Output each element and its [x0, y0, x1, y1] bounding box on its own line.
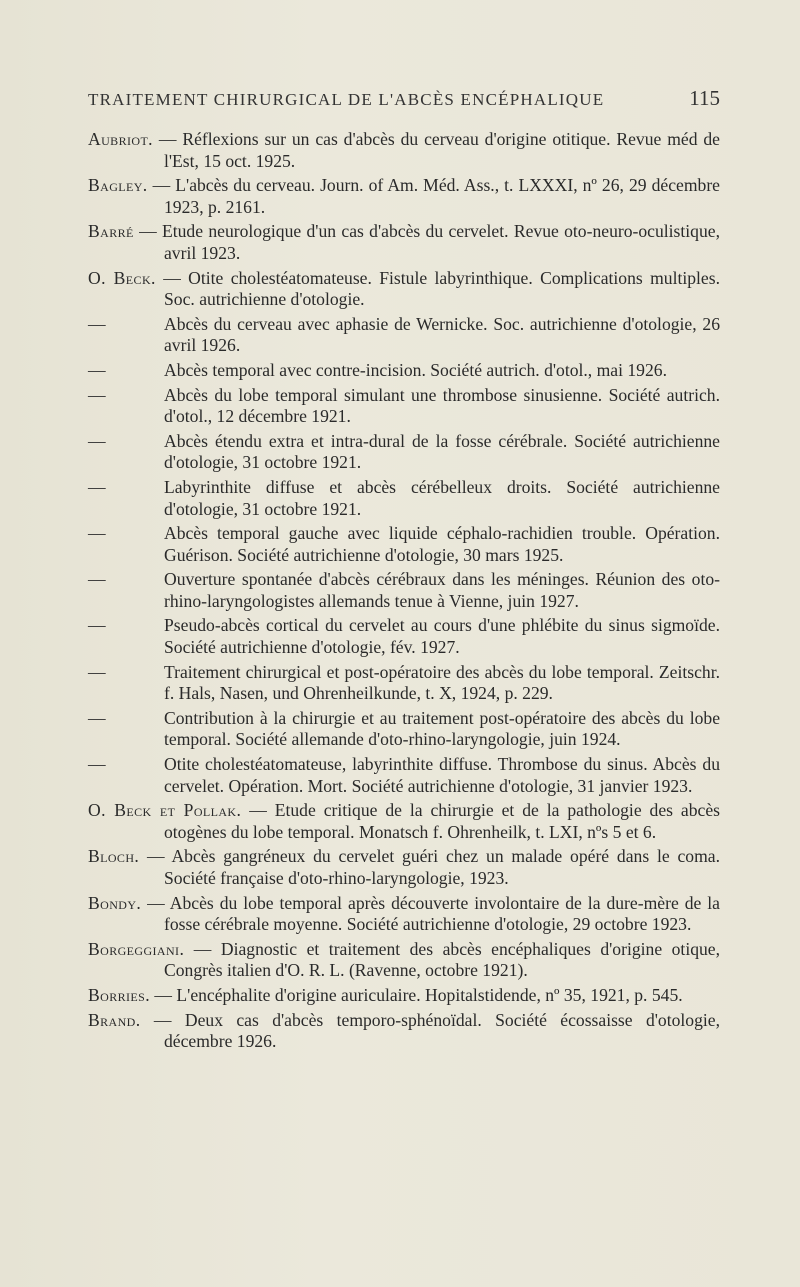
bibliography-entry — [88, 523, 720, 566]
bibliography-entry — [88, 800, 720, 843]
bibliography-entry — [88, 662, 720, 705]
bibliography-entry — [88, 268, 720, 311]
bibliography-entry — [88, 939, 720, 982]
entry-text: — Deux cas d'abcès temporo-sphénoïdal. Société écossaisse d'otologie, décembre 1926. — [153, 1009, 720, 1052]
ditto-dash: — — [88, 430, 106, 451]
entry-text: Abcès temporal avec contre-incision. Société autrich. d'otol., mai 1926. — [164, 359, 667, 380]
entry-text: — Abcès gangréneux du cervelet guéri chez un malade opéré dans le coma. Société française d'oto-rhino-laryngologie, 1923. — [147, 846, 721, 888]
ditto-dash: — — [88, 661, 106, 682]
entry-text: Abcès étendu extra et intra-dural de la fosse cérébrale. Société autrichienne d'otologie, 31 octobre 1921. — [164, 430, 720, 473]
running-title: TRAITEMENT CHIRURGICAL DE L'ABCÈS ENCÉPHALIQUE — [88, 90, 605, 109]
ditto-dash: — — [88, 313, 106, 334]
bibliography-entry — [88, 314, 720, 357]
entry-text: — Otite cholestéatomateuse. Fistule labyrinthique. Complications multiples. Soc. autrichienne d'otologie. — [163, 267, 720, 310]
entry-text: Abcès du cerveau avec aphasie de Wernicke. Soc. autrichienne d'otologie, 26 avril 1926. — [164, 313, 720, 356]
bibliography-list — [88, 129, 720, 1053]
entry-text: — Etude neurologique d'un cas d'abcès du cervelet. Revue oto-neuro-oculistique, avril 1923. — [139, 221, 720, 263]
bibliography-entry — [88, 385, 720, 428]
ditto-dash: — — [88, 754, 106, 775]
bibliography-entry — [88, 129, 720, 172]
ditto-dash: — — [88, 384, 106, 405]
entry-author: Borries. — [88, 984, 151, 1005]
entry-text: Pseudo-abcès cortical du cervelet au cours d'une phlébite du sinus sigmoïde. Société autrichienne d'otologie, fév. 1927. — [164, 615, 720, 658]
ditto-dash: — — [88, 615, 106, 636]
bibliography-entry — [88, 754, 720, 797]
entry-author: Bagley. — [88, 175, 148, 196]
entry-author: O. Beck. — [88, 267, 156, 288]
bibliography-entry — [88, 1010, 720, 1053]
entry-text: — L'abcès du cerveau. Journ. of Am. Méd. Ass., t. LXXXI, nº 26, 29 décembre 1923, p. 2161. — [152, 175, 720, 217]
running-header — [88, 86, 720, 111]
entry-text: — Diagnostic et traitement des abcès encéphaliques d'origine otique, Congrès italien d'O. R. L. (Ravenne, octobre 1921). — [164, 938, 721, 981]
entry-text: — Réflexions sur un cas d'abcès du cerveau d'origine otitique. Revue méd de l'Est, 15 oct. 1925. — [158, 129, 720, 171]
ditto-dash: — — [88, 359, 106, 380]
entry-text: — L'encéphalite d'origine auriculaire. Hopitalstidende, nº 35, 1921, p. 545. — [154, 984, 683, 1005]
bibliography-entry — [88, 985, 720, 1007]
entry-text: — Abcès du lobe temporal après découverte involontaire de la dure-mère de la fosse cérébrale moyenne. Société autrichienne d'otologie, 29 octobre 1923. — [147, 892, 720, 935]
ditto-dash: — — [88, 569, 106, 590]
entry-author: Borgeggiani. — [88, 938, 185, 959]
entry-text: Abcès temporal gauche avec liquide céphalo-rachidien trouble. Opération. Guérison. Société autrichienne d'otologie, 30 mars 1925. — [164, 523, 720, 565]
entry-author: O. Beck et Pollak. — [88, 800, 242, 821]
bibliography-entry — [88, 615, 720, 658]
entry-author: Aubriot. — [88, 129, 153, 149]
entry-author: Brand. — [88, 1009, 141, 1030]
bibliography-entry — [88, 221, 720, 264]
page-number: 115 — [689, 86, 720, 110]
bibliography-entry — [88, 477, 720, 520]
bibliography-entry — [88, 569, 720, 612]
bibliography-entry — [88, 175, 720, 218]
bibliography-entry — [88, 360, 720, 382]
entry-author: Barré — [88, 221, 134, 242]
entry-text: Abcès du lobe temporal simulant une thrombose sinusienne. Société autrich. d'otol., 12 décembre 1921. — [164, 384, 720, 427]
entry-text: — Etude critique de la chirurgie et de la pathologie des abcès otogènes du lobe temporal. Monatsch f. Ohrenheilk, t. LXI, nºs 5 et 6. — [164, 800, 720, 842]
entry-author: Bondy. — [88, 892, 142, 913]
bibliography-entry — [88, 893, 720, 936]
ditto-dash: — — [88, 707, 106, 728]
bibliography-entry — [88, 431, 720, 474]
ditto-dash: — — [88, 476, 106, 497]
entry-text: Traitement chirurgical et post-opératoire des abcès du lobe temporal. Zeitschr. f. Hals, Nasen, und Ohrenheilkunde, t. X, 1924, p. 229. — [164, 661, 720, 704]
entry-text: Ouverture spontanée d'abcès cérébraux dans les méninges. Réunion des oto-rhino-laryngologistes allemands tenue à Vienne, juin 1927. — [164, 569, 720, 611]
entry-text: Contribution à la chirurgie et au traitement post-opératoire des abcès du lobe temporal. Société allemande d'oto-rhino-laryngologie, juin 1924. — [164, 707, 720, 750]
entry-text: Otite cholestéatomateuse, labyrinthite diffuse. Thrombose du sinus. Abcès du cervelet. Opération. Mort. Société autrichienne d'otologie, 31 janvier 1923. — [164, 754, 720, 796]
bibliography-entry — [88, 708, 720, 751]
ditto-dash: — — [88, 523, 106, 544]
entry-author: Bloch. — [88, 846, 140, 867]
entry-text: Labyrinthite diffuse et abcès cérébelleux droits. Société autrichienne d'otologie, 31 octobre 1921. — [164, 476, 720, 519]
bibliography-entry — [88, 846, 720, 889]
